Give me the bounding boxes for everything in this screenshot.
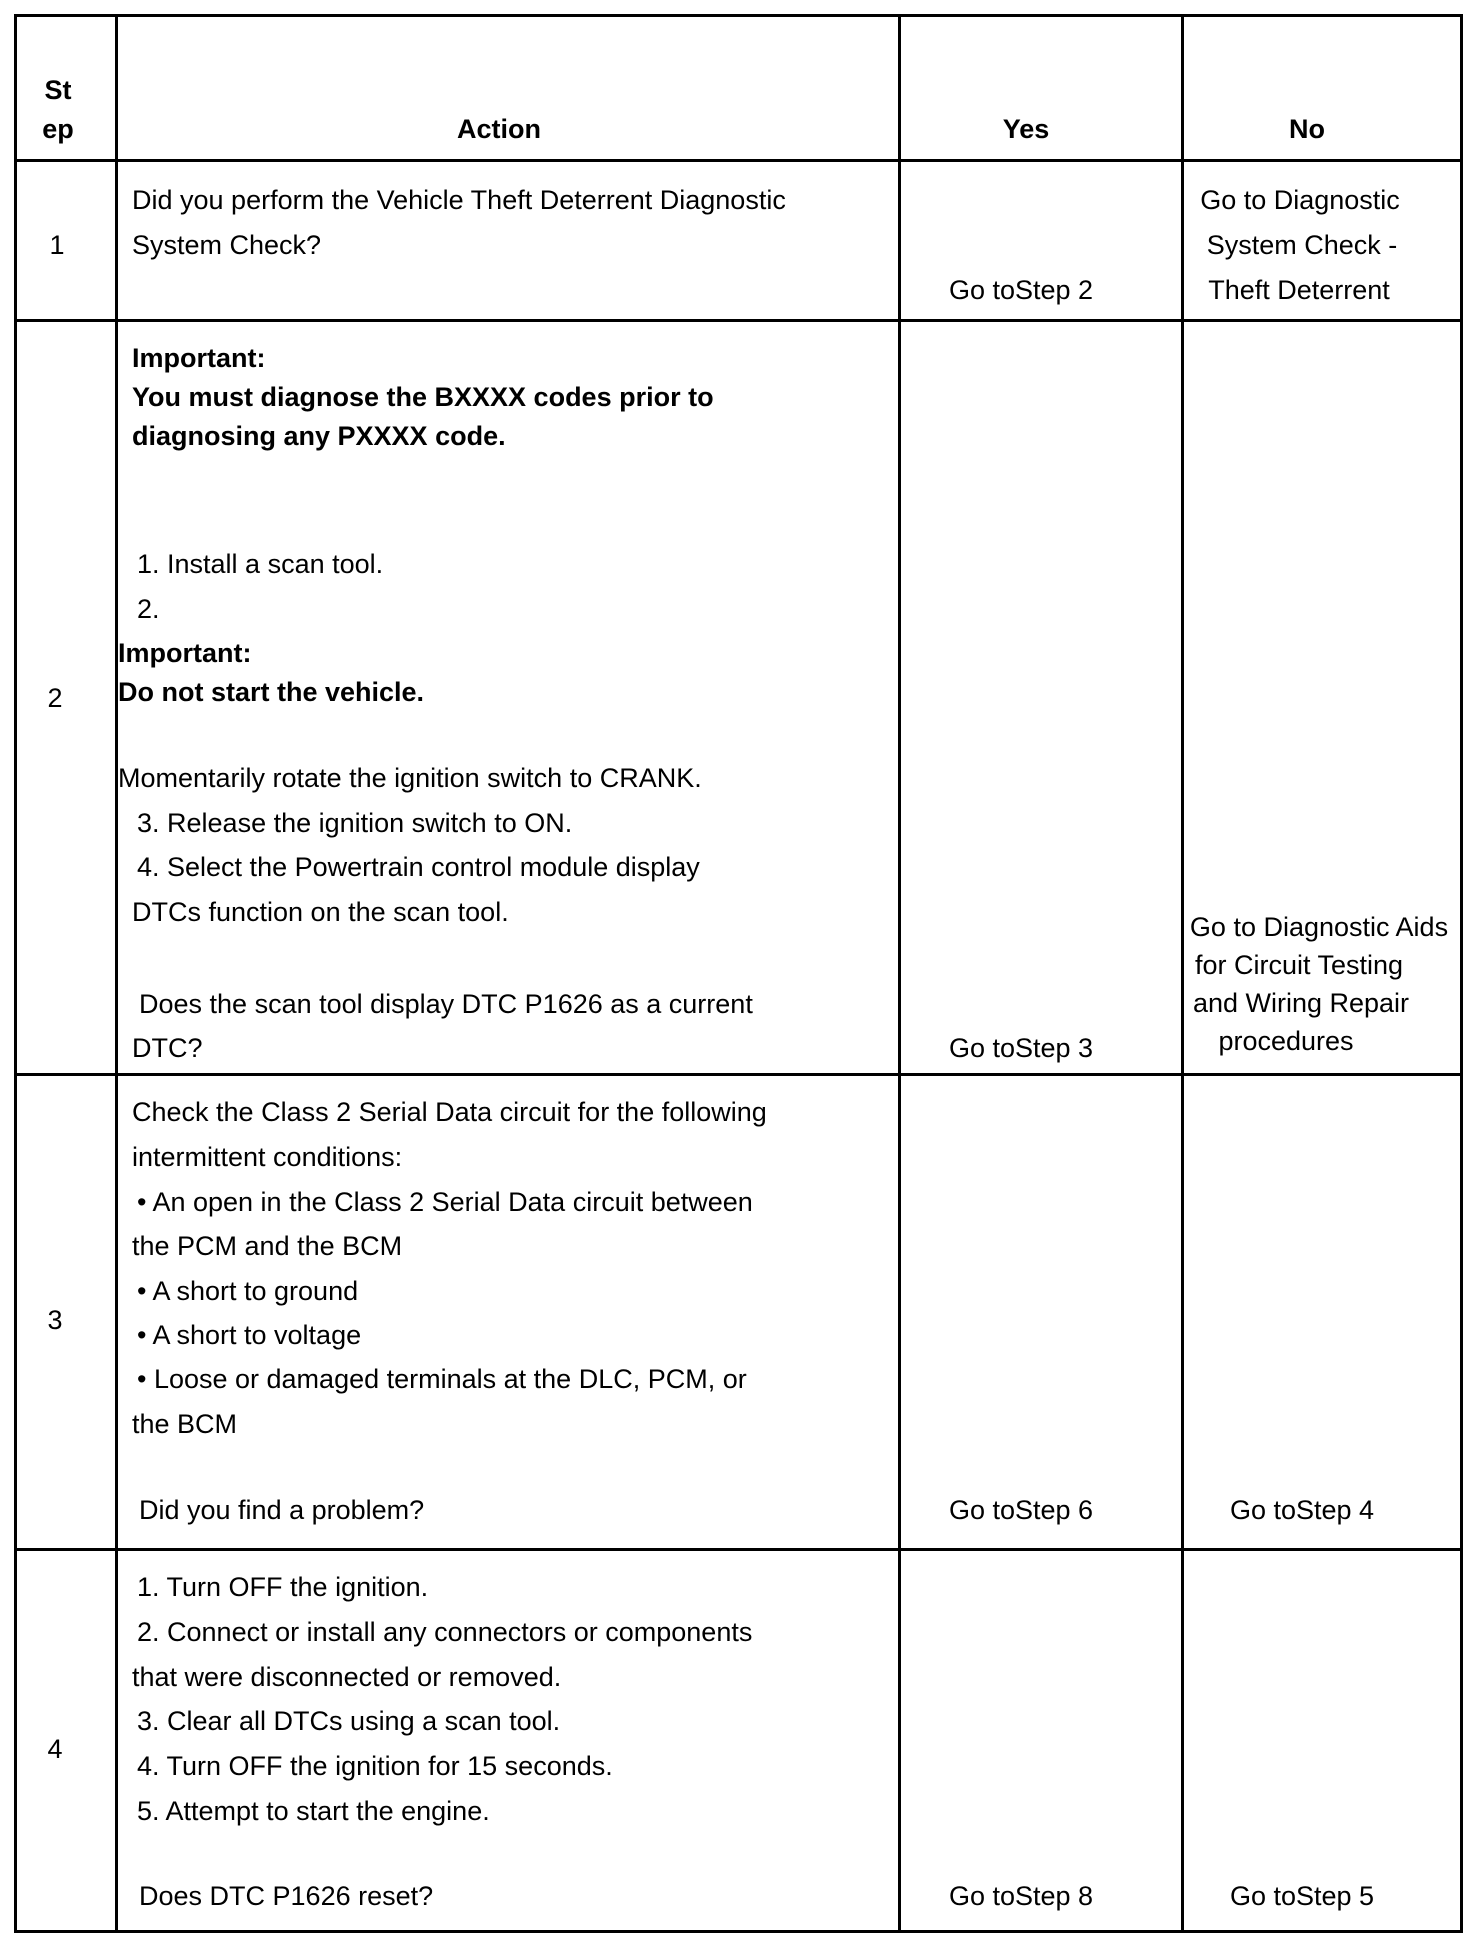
action-bullet: • A short to ground [137,1276,359,1306]
action-list-item: 1. Install a scan tool. [137,549,384,579]
no-result: Go to Diagnostic Aids [1189,912,1449,942]
action-list-item: 2. Connect or install any connectors or components [137,1617,753,1647]
diagnostic-table [14,14,1463,1933]
row-divider [17,159,1460,162]
important-text: diagnosing any PXXXX code. [132,421,506,451]
row-divider [17,319,1460,322]
action-list-item: 3. Release the ignition switch to ON. [137,808,573,838]
action-list-item: 5. Attempt to start the engine. [137,1796,490,1826]
no-result: Go to Diagnostic [1200,185,1400,215]
step-number: 2 [47,683,63,713]
no-result: procedures [1218,1026,1354,1056]
yes-result: Go toStep 8 [948,1881,1094,1911]
row-divider [17,1548,1460,1551]
action-text: that were disconnected or removed. [132,1662,562,1692]
action-bullet: • An open in the Class 2 Serial Data circuit between [137,1187,753,1217]
no-result: System Check - [1206,230,1398,260]
header-step-line1: St [44,75,72,105]
action-text: Did you perform the Vehicle Theft Deterrent Diagnostic [132,185,786,215]
column-divider [115,17,118,1930]
important-text: Do not start the vehicle. [118,677,425,707]
step-number: 1 [49,230,65,260]
header-step-line2: ep [42,114,74,144]
action-list-item: 2. [137,594,160,624]
action-text: Check the Class 2 Serial Data circuit for the following [132,1097,767,1127]
no-result: for Circuit Testing [1194,950,1404,980]
step-number: 3 [47,1305,63,1335]
important-title: Important: [118,638,252,668]
action-text: intermittent conditions: [132,1142,403,1172]
row-divider [17,1073,1460,1076]
action-bullet: • A short to voltage [137,1320,362,1350]
no-result: and Wiring Repair [1192,988,1410,1018]
action-list-item: 1. Turn OFF the ignition. [137,1572,429,1602]
column-divider [898,17,901,1930]
yes-result: Go toStep 6 [948,1495,1094,1525]
important-text: You must diagnose the BXXXX codes prior to [132,382,714,412]
action-text: the PCM and the BCM [132,1231,403,1261]
header-action: Action [457,114,541,144]
header-yes: Yes [1002,114,1050,144]
no-result: Go toStep 4 [1229,1495,1375,1525]
action-question: Did you find a problem? [139,1495,425,1525]
action-bullet: • Loose or damaged terminals at the DLC, PCM, or [137,1364,747,1394]
no-result: Go toStep 5 [1229,1881,1375,1911]
column-divider [1181,17,1184,1930]
no-result: Theft Deterrent [1208,275,1390,305]
action-list-item: 4. Select the Powertrain control module display [137,852,700,882]
action-text: DTCs function on the scan tool. [132,897,509,927]
yes-result: Go toStep 2 [948,275,1094,305]
action-list-item: 4. Turn OFF the ignition for 15 seconds. [137,1751,613,1781]
action-question: Does DTC P1626 reset? [139,1881,434,1911]
action-text: the BCM [132,1409,238,1439]
action-text: System Check? [132,230,322,260]
action-question: DTC? [132,1033,203,1063]
action-text: Momentarily rotate the ignition switch to CRANK. [118,763,702,793]
yes-result: Go toStep 3 [948,1033,1094,1063]
step-number: 4 [47,1734,63,1764]
action-list-item: 3. Clear all DTCs using a scan tool. [137,1706,561,1736]
action-question: Does the scan tool display DTC P1626 as a current [139,989,753,1019]
important-title: Important: [132,343,266,373]
header-no: No [1289,114,1325,144]
